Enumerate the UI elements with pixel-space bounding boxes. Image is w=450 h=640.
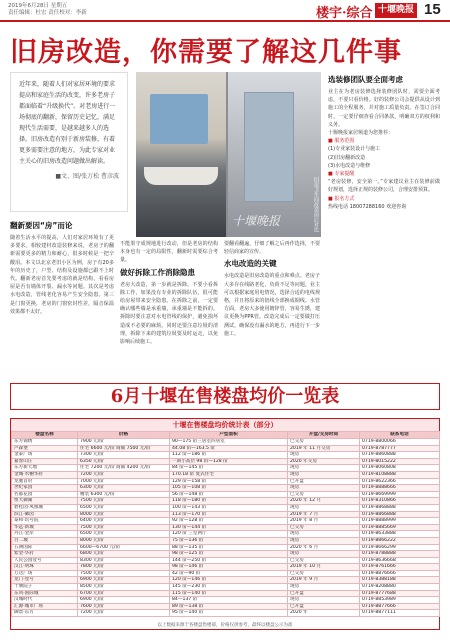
table-cell: 0719-8876666: [360, 570, 440, 577]
table-cell: 6500 元/㎡: [78, 531, 170, 538]
table-cell: 84—137 ㎡: [170, 597, 288, 604]
table-cell: 万达广场: [12, 570, 78, 577]
table-cell: 现房: [288, 551, 360, 558]
table-row: [12, 544, 440, 551]
table-cell: 0719-8877111: [360, 610, 440, 617]
newspaper-logo: 十堰晚报: [375, 3, 417, 18]
table-footnote: 以上数据来源于各楼盘售楼部，价格仅供参考，最终以楼盘公示为准: [157, 623, 293, 628]
column-header: 户型面积: [170, 432, 288, 439]
table-cell: 0719-8868888: [360, 504, 440, 511]
editor-credit: 责任编辑：杜宏 责任校对：李新: [8, 10, 87, 16]
table-cell: 44.08 ㎡—163.5 ㎡: [170, 445, 288, 452]
table-row: [12, 597, 440, 604]
table-cell: 精装 6300 元/㎡: [78, 491, 170, 498]
table-row: [12, 524, 440, 531]
table-cell: 东方锦绣: [12, 439, 78, 446]
table-cell: 2020 年交房: [288, 458, 360, 465]
table-cell: 御景·东方: [12, 610, 78, 617]
table-cell: 已交房: [288, 570, 360, 577]
table-cell: 98 ㎡—146 ㎡: [170, 564, 288, 571]
issue-date-text: 2019年6月28日 星期五: [8, 3, 68, 9]
price-table: [11, 431, 440, 617]
table-cell: 龙门·壹号: [12, 577, 78, 584]
table-row: [12, 537, 440, 544]
table-cell: 170.18 ㎡ 复式住宅: [170, 471, 288, 478]
bathroom-photo-left: [136, 72, 226, 237]
table-cell: 6500 元/㎡: [78, 504, 170, 511]
table-cell: 6900 元/㎡: [78, 597, 170, 604]
table-row: [12, 478, 440, 485]
table-cell: 现房: [288, 465, 360, 472]
mirror-shape: [150, 94, 208, 144]
table-cell: 0719-8208880: [360, 584, 440, 591]
table-cell: 嘉誉山庄: [12, 458, 78, 465]
table-cell: 98 ㎡—125 ㎡: [170, 551, 288, 558]
table-row: [12, 471, 440, 478]
table-row: [12, 577, 440, 584]
table-cell: 2019 年 9 月: [288, 577, 360, 584]
table-row: [12, 557, 440, 564]
service-item: (2)旧房翻新改造: [328, 154, 366, 161]
table-cell: 7200 元/㎡: [78, 471, 170, 478]
table-cell: 住宅 7200 元/㎡ 商铺 4200 元/㎡: [78, 465, 170, 472]
table-banner-title: 6月十堰在售楼盘均价一览表: [110, 386, 340, 407]
table-banner: [10, 383, 440, 410]
table-cell: 现房: [288, 504, 360, 511]
table-row: [12, 504, 440, 511]
table-cell: 7500 元/㎡: [78, 570, 170, 577]
table-cell: 118 ㎡—180 ㎡: [170, 498, 288, 505]
table-cell: 已开盘: [288, 478, 360, 485]
table-cell: 0719-8669999: [360, 491, 440, 498]
page-number: 15: [424, 1, 441, 18]
table-cell: 0719-8788888: [360, 551, 440, 558]
table-row: [12, 518, 440, 525]
table-cell: 115 ㎡—140 ㎡: [170, 590, 288, 597]
table-cell: 0719-8108888: [360, 471, 440, 478]
table-cell: 89 ㎡—138 ㎡: [170, 603, 288, 610]
table-cell: 6300 元/㎡: [78, 485, 170, 492]
table-row: [12, 445, 440, 452]
table-cell: 现房: [288, 597, 360, 604]
table-cell: 8300 元/㎡: [78, 557, 170, 564]
issue-date: [8, 3, 88, 17]
table-row: [12, 551, 440, 558]
table-cell: 一期小高层 98 ㎡—128 ㎡: [170, 458, 288, 465]
table-cell: 6800 元/㎡: [78, 551, 170, 558]
table-cell: 84 ㎡—145 ㎡: [170, 465, 288, 472]
table-cell: 2020 年: [288, 610, 360, 617]
table-cell: 2020 年 6 月: [288, 544, 360, 551]
article-headline: 旧房改造，你需要了解这几件事: [10, 37, 402, 68]
table-cell: 2020 年 12 月: [288, 498, 360, 505]
table-cell: 100 ㎡—143 ㎡: [170, 504, 288, 511]
column-4-text: 业主在为老房装修选择装修团队时，需要全面考虑，不要只看价格。好的装修公司会提供从设计到施工的全程服务，并对施工质量负责。在签订合同时，一定要仔细查看合同条款，明确双方的权利和义务。: [328, 89, 440, 128]
note-text: “老房装修，安全第一。”专家建议业主在装修前做好规划，选择正规的装修公司，合理安排预算。: [328, 179, 440, 194]
column-2-text: 不能墨守成规地进行改动，但是老房的结构本身也有一定的局限性，翻新时需要综合考量。: [120, 241, 218, 264]
table-cell: 0719-8388188: [360, 577, 440, 584]
article-photo: [136, 72, 321, 237]
table-cell: 92 ㎡—128 ㎡: [170, 518, 288, 525]
table-row: [12, 564, 440, 571]
article-column-4: [328, 72, 440, 378]
table-cell: 7000 元/㎡: [78, 478, 170, 485]
table-cell: 汉城时代: [12, 597, 78, 604]
table-cell: 现房: [288, 471, 360, 478]
table-cell: 6400 元/㎡: [78, 518, 170, 525]
table-cell: 0719-8860888: [360, 452, 440, 459]
table-row: [12, 452, 440, 459]
table-row: [12, 584, 440, 591]
table-cell: 东方新天地: [12, 465, 78, 472]
table-cell: 已交房: [288, 439, 360, 446]
table-cell: 现房: [288, 452, 360, 459]
note-heading: ■ 专家提醒: [328, 171, 355, 178]
table-cell: 金泰广场: [12, 452, 78, 459]
table-cell: 7200 元/㎡: [78, 610, 170, 617]
table-cell: 现房: [288, 584, 360, 591]
column-3-text-2: 水电改造是旧房改造的重点和难点。老房子大多存在线路老化、负荷不足等问题。业主可以根据家庭用电情况，选择合适的电线规格，并且将原来的铝线全部换成铜线。水管方面，老房大多使用镀锌管，容易生锈，建议更换为PPR管。改造完成后一定要做打压测试，确保没有漏水的地方，再进行下一步施工。: [224, 273, 320, 337]
table-cell: 120 ㎡ 三室两厅: [170, 531, 288, 538]
table-cell: 0719-8636668: [360, 557, 440, 564]
table-cell: 丹江·金岸: [12, 531, 78, 538]
price-table-box: [10, 418, 440, 630]
table-row: [12, 610, 440, 617]
table-cell: 世纪家园: [12, 485, 78, 492]
table-cell: 75 ㎡—136 ㎡: [170, 537, 288, 544]
service-item: (3)水电改造与维修: [328, 162, 371, 169]
table-cell: 6600—6700 元/㎡: [78, 544, 170, 551]
table-cell: 0719-8877666: [360, 603, 440, 610]
table-cell: 105 ㎡—108 ㎡: [170, 485, 288, 492]
table-cell: 130 ㎡—144 ㎡: [170, 524, 288, 531]
article-column-2: [120, 240, 218, 378]
shower-shape: [244, 92, 294, 202]
table-row: [12, 465, 440, 472]
table-cell: 0719-8866222: [360, 537, 440, 544]
table-cell: 龙驰首府: [12, 478, 78, 485]
table-row: [12, 511, 440, 518]
table-cell: 已交房: [288, 491, 360, 498]
basin-shape: [144, 167, 218, 185]
column-header: 楼盘名称: [12, 432, 78, 439]
subheading-4: 选装修团队要全面考虑: [328, 75, 403, 84]
table-cell: 恒大御湖: [12, 498, 78, 505]
table-cell: 0719-8666299: [360, 544, 440, 551]
table-cell: 0719-8866888: [360, 511, 440, 518]
table-row: [12, 439, 440, 446]
table-cell: 7500 元/㎡: [78, 524, 170, 531]
subheading-2: 做好拆除工作消除隐患: [120, 267, 195, 277]
table-cell: 碧桂园·凤凰城: [12, 504, 78, 511]
table-cell: 金城·水榭华府: [12, 471, 78, 478]
table-cell: 人民公园壹号: [12, 557, 78, 564]
table-cell: 已交房: [288, 557, 360, 564]
column-header: 联系电话: [360, 432, 440, 439]
table-cell: 卢森堡: [12, 445, 78, 452]
table-cell: 120 ㎡—146 ㎡: [170, 577, 288, 584]
table-cell: 6900 元/㎡: [78, 577, 170, 584]
table-cell: 0719-8777688: [360, 590, 440, 597]
byline: ■文、图/张万松 曹彦波: [55, 173, 119, 180]
table-cell: 现房: [288, 485, 360, 492]
table-cell: 住宅 6600 元/㎡ 商铺 7500 元/㎡: [78, 445, 170, 452]
table-cell: 0719-8060808: [360, 465, 440, 472]
table-cell: 7500 元/㎡: [78, 498, 170, 505]
table-cell: 8500 元/㎡: [78, 584, 170, 591]
table-cell: 泰和·玖号院: [12, 518, 78, 525]
table-cell: 7300 元/㎡: [78, 452, 170, 459]
table-row: [12, 531, 440, 538]
table-cell: 已开盘: [288, 603, 360, 610]
table-cell: 滨江·御园: [12, 511, 78, 518]
table-cell: 7600 元/㎡: [78, 603, 170, 610]
table-cell: 6700 元/㎡: [78, 590, 170, 597]
table-cell: 汉江·明珠: [12, 564, 78, 571]
page-header: [0, 0, 450, 22]
contact-text: 热线电话 18007288160 欢迎咨询: [328, 203, 407, 210]
table-cell: 0719-8888666: [360, 485, 440, 492]
contact-heading: ■ 报名方式: [328, 195, 355, 202]
table-cell: 2019 年 10 月: [288, 564, 360, 571]
table-cell: 0719-8888999: [360, 518, 440, 525]
table-cell: 129 ㎡—158 ㎡: [170, 478, 288, 485]
table-cell: 7800 元/㎡: [78, 564, 170, 571]
section-name: 楼宇·综合: [316, 6, 373, 21]
table-cell: 百二城: [12, 537, 78, 544]
photo-watermark: 十堰晚报: [232, 214, 281, 228]
photo-caption: 旧房卫生间改造前后对比: [313, 177, 319, 232]
table-cell: 名都花园: [12, 491, 78, 498]
table-cell: 56 ㎡—148 ㎡: [170, 491, 288, 498]
table-cell: 0719-8885669: [360, 524, 440, 531]
table-cell: 已开盘: [288, 590, 360, 597]
table-cell: 十堰院子: [12, 584, 78, 591]
table-cell: 华远·新城: [12, 524, 78, 531]
table-cell: 8000 元/㎡: [78, 537, 170, 544]
table-cell: 五洲国际: [12, 544, 78, 551]
article-column-1: [10, 218, 114, 378]
table-cell: 144 ㎡—250 ㎡: [170, 557, 288, 564]
table-cell: 7900 元/㎡: [78, 439, 170, 446]
table-cell: 0719-8853989: [360, 597, 440, 604]
price-table-body: [12, 439, 440, 617]
table-cell: 0719-8310866: [360, 498, 440, 505]
column-2-text-2: 老房大改造，第一步就是拆除。不要小看拆除工作，如果没有专业的拆除队伍，很可能给房屋带来安全隐患。在拆除之前，一定要确认哪些墙是承重墙，承重墙是不能拆的。拆除时要注意对水电管线的保护，避免损坏造成不必要的麻烦。同时还要注意垃圾的清理，拆除下来的建筑垃圾要及时运走，以免影响后续施工。: [120, 281, 218, 346]
table-cell: 紫金·华府: [12, 551, 78, 558]
table-cell: 已交房: [288, 524, 360, 531]
table-row: [12, 491, 440, 498]
table-cell: 0719-8761666: [360, 564, 440, 571]
table-cell: 0719-8015222: [360, 458, 440, 465]
column-3-text: 要翻看翻遍，仔细了解之后再作选择，不要轻信商家的宣传。: [224, 241, 320, 256]
table-cell: 42 ㎡—90 ㎡: [170, 570, 288, 577]
table-cell: 113 ㎡—170 ㎡: [170, 511, 288, 518]
service-item: (1)专业家装设计与施工: [328, 146, 381, 153]
column-1-text: 随着生活水平的提高，人们对家居环境有了更多要求。相较建材改造装修来说，老房子的翻新需要更多的精力和耐心，很多时候是一把辛酸泪。本文以北京老旧小区为例，房子有20多年的历史了，户型、结构及设施都已跟不上时代。翻新老房首先要考虑的就是结构，看看房屋是否有墙体开裂、漏水等问题。其次是考虑水电改造，管线老化容易产生安全隐患。第三是门窗更换，老房的门窗密封性差，隔音保温效果都不太好。: [10, 235, 114, 315]
table-cell: 现房: [288, 531, 360, 538]
table-row: [12, 590, 440, 597]
table-cell: 2019 年 7 月: [288, 511, 360, 518]
table-cell: 东风·国际城: [12, 590, 78, 597]
table-cell: 90—175 ㎡三居室四居室: [170, 439, 288, 446]
table-cell: 0719-8633888: [360, 531, 440, 538]
table-row: [12, 570, 440, 577]
article-column-3: [224, 240, 320, 378]
table-cell: 0719-8622366: [360, 478, 440, 485]
table-cell: 现房: [288, 537, 360, 544]
column-4-intro: 十堰晚报家居频道为您推荐：: [328, 130, 394, 137]
subheading-3: 水电改造的关键: [224, 259, 277, 269]
price-table-title: 十堰在售楼盘均价统计表（部分）: [11, 419, 439, 431]
column-header: 价格: [78, 432, 170, 439]
table-cell: 95 ㎡—140 ㎡: [170, 610, 288, 617]
lead-box: [10, 72, 128, 212]
table-header-row: [12, 432, 440, 439]
table-cell: 2019 年 8 月: [288, 518, 360, 525]
table-cell: 0719-8800066: [360, 439, 440, 446]
column-header: 开盘/交房时间: [288, 432, 360, 439]
table-cell: 汇源·城市广场: [12, 603, 78, 610]
table-cell: 88 ㎡—135 ㎡: [170, 544, 288, 551]
service-item: ■ 服务范围: [328, 138, 355, 145]
table-cell: 145 ㎡—230 ㎡: [170, 584, 288, 591]
lead-text: 近年来，随着人们对家居环境的要求提高和家庭生活的改变，许多老房子都面临着“升级换代”。对老房进行一场彻底的翻新，保留历史记忆，满足现代生活需要，是越来越多人的选择。旧房改造有别于新房装修，有着更多需要注意的地方，为此专家对业主关心的旧房改造问题做出解读。: [19, 81, 116, 165]
table-row: [12, 603, 440, 610]
table-cell: 8000 元/㎡: [78, 511, 170, 518]
table-cell: 0719-8787777: [360, 445, 440, 452]
table-cell: 6350 元/㎡: [78, 458, 170, 465]
table-row: [12, 458, 440, 465]
subheading-1: 翻新要因“房”而论: [10, 221, 73, 230]
table-cell: 112 ㎡—186 ㎡: [170, 452, 288, 459]
table-row: [12, 498, 440, 505]
table-cell: 2019 年 11 月交房: [288, 445, 360, 452]
table-row: [12, 485, 440, 492]
